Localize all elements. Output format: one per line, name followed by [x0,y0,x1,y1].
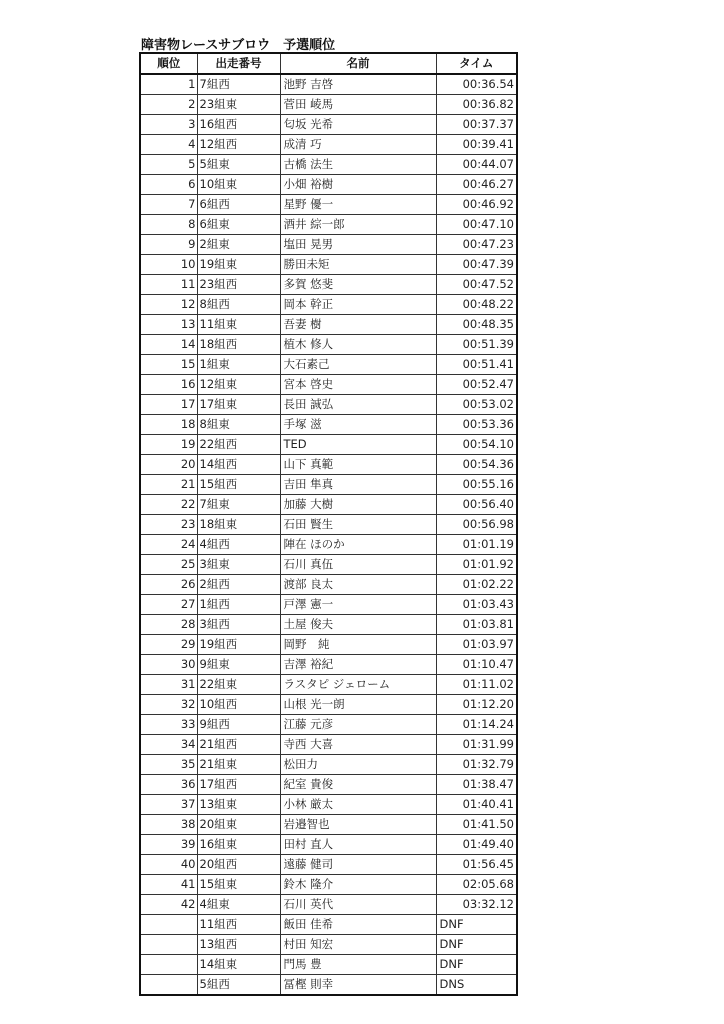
time-cell: 01:31.99 [436,735,517,755]
name-cell: 植木 修人 [280,335,436,355]
name-cell: 匂坂 光希 [280,115,436,135]
table-row [140,975,517,996]
number-cell: 3組東 [197,555,280,575]
rank-cell: 26 [140,575,197,595]
number-cell: 2組東 [197,235,280,255]
header-row [140,53,517,74]
number-cell: 9組東 [197,655,280,675]
table-row [140,115,517,135]
rank-cell: 12 [140,295,197,315]
time-cell: 01:56.45 [436,855,517,875]
table-row [140,175,517,195]
name-cell: 勝田未矩 [280,255,436,275]
table-row [140,235,517,255]
name-cell: 土屋 俊夫 [280,615,436,635]
table-row [140,415,517,435]
rank-cell: 15 [140,355,197,375]
time-cell: 00:37.37 [436,115,517,135]
time-cell: 01:14.24 [436,715,517,735]
number-cell: 22組東 [197,675,280,695]
time-cell: DNS [436,975,517,996]
time-cell: 00:51.39 [436,335,517,355]
table-row [140,495,517,515]
table-row [140,855,517,875]
time-cell: 01:10.47 [436,655,517,675]
time-cell: 01:01.92 [436,555,517,575]
name-cell: 戸澤 憲一 [280,595,436,615]
header-name: 名前 [280,53,436,74]
rank-cell: 27 [140,595,197,615]
name-cell: 手塚 滋 [280,415,436,435]
name-cell: 石川 英代 [280,895,436,915]
rank-cell: 39 [140,835,197,855]
name-cell: 飯田 佳希 [280,915,436,935]
time-cell: 00:44.07 [436,155,517,175]
rank-cell [140,955,197,975]
time-cell: 02:05.68 [436,875,517,895]
name-cell: 大石素己 [280,355,436,375]
rank-cell: 25 [140,555,197,575]
name-cell: 山下 真範 [280,455,436,475]
table-row [140,595,517,615]
table-row [140,615,517,635]
table-row [140,475,517,495]
number-cell: 20組東 [197,815,280,835]
rank-cell: 36 [140,775,197,795]
table-row [140,755,517,775]
name-cell: 村田 知宏 [280,935,436,955]
number-cell: 6組西 [197,195,280,215]
number-cell: 8組東 [197,415,280,435]
table-row [140,735,517,755]
name-cell: 紀室 貴俊 [280,775,436,795]
number-cell: 1組東 [197,355,280,375]
time-cell: 00:39.41 [436,135,517,155]
name-cell: TED [280,435,436,455]
number-cell: 12組西 [197,135,280,155]
page-title: 障害物レースサブロウ 予選順位 [141,38,336,53]
number-cell: 20組西 [197,855,280,875]
table-row [140,95,517,115]
number-cell: 13組西 [197,935,280,955]
header-number: 出走番号 [197,53,280,74]
number-cell: 21組東 [197,755,280,775]
table-row [140,915,517,935]
rank-cell: 28 [140,615,197,635]
time-cell: 01:41.50 [436,815,517,835]
name-cell: 岩邉智也 [280,815,436,835]
time-cell: 01:03.97 [436,635,517,655]
name-cell: 田村 直人 [280,835,436,855]
rank-cell: 8 [140,215,197,235]
table-row [140,515,517,535]
table-row [140,555,517,575]
table-row [140,135,517,155]
time-cell: DNF [436,955,517,975]
number-cell: 7組西 [197,74,280,95]
name-cell: 小林 厳太 [280,795,436,815]
rank-cell: 16 [140,375,197,395]
rank-cell: 24 [140,535,197,555]
name-cell: 加藤 大樹 [280,495,436,515]
rank-cell: 32 [140,695,197,715]
number-cell: 21組西 [197,735,280,755]
rank-cell: 23 [140,515,197,535]
rank-cell: 6 [140,175,197,195]
table-row [140,155,517,175]
table-row [140,255,517,275]
table-row [140,815,517,835]
time-cell: 00:55.16 [436,475,517,495]
rank-cell [140,915,197,935]
number-cell: 17組西 [197,775,280,795]
results-table [139,52,518,996]
table-row [140,775,517,795]
time-cell: 01:01.19 [436,535,517,555]
number-cell: 23組東 [197,95,280,115]
number-cell: 19組東 [197,255,280,275]
number-cell: 5組西 [197,975,280,996]
rank-cell: 29 [140,635,197,655]
name-cell: 多賀 悠斐 [280,275,436,295]
table-row [140,655,517,675]
table-row [140,295,517,315]
rank-cell: 9 [140,235,197,255]
number-cell: 6組東 [197,215,280,235]
rank-cell [140,935,197,955]
time-cell: 00:47.52 [436,275,517,295]
time-cell: 00:46.27 [436,175,517,195]
number-cell: 7組東 [197,495,280,515]
number-cell: 14組西 [197,455,280,475]
rank-cell: 13 [140,315,197,335]
time-cell: 01:12.20 [436,695,517,715]
name-cell: 松田力 [280,755,436,775]
number-cell: 11組東 [197,315,280,335]
header-rank: 順位 [140,53,197,74]
rank-cell: 33 [140,715,197,735]
table-row [140,355,517,375]
table-row [140,275,517,295]
table-row [140,935,517,955]
table-row [140,435,517,455]
name-cell: 寺西 大喜 [280,735,436,755]
name-cell: 岡野 純 [280,635,436,655]
number-cell: 4組東 [197,895,280,915]
name-cell: 遠藤 健司 [280,855,436,875]
table-row [140,395,517,415]
number-cell: 2組西 [197,575,280,595]
name-cell: 吉澤 裕紀 [280,655,436,675]
table-row [140,335,517,355]
number-cell: 16組西 [197,115,280,135]
table-row [140,635,517,655]
number-cell: 9組西 [197,715,280,735]
name-cell: 石田 賢生 [280,515,436,535]
number-cell: 18組東 [197,515,280,535]
time-cell: 00:47.23 [436,235,517,255]
number-cell: 15組西 [197,475,280,495]
name-cell: 星野 優一 [280,195,436,215]
rank-cell: 34 [140,735,197,755]
name-cell: 江藤 元彦 [280,715,436,735]
rank-cell: 41 [140,875,197,895]
rank-cell: 30 [140,655,197,675]
time-cell: 03:32.12 [436,895,517,915]
time-cell: 00:56.40 [436,495,517,515]
table-row [140,575,517,595]
name-cell: 小畑 裕樹 [280,175,436,195]
name-cell: 古橋 法生 [280,155,436,175]
rank-cell: 35 [140,755,197,775]
rank-cell: 14 [140,335,197,355]
rank-cell: 38 [140,815,197,835]
rank-cell [140,975,197,996]
time-cell: 00:36.82 [436,95,517,115]
table-row [140,875,517,895]
number-cell: 10組西 [197,695,280,715]
time-cell: 00:51.41 [436,355,517,375]
rank-cell: 21 [140,475,197,495]
name-cell: 陣在 ほのか [280,535,436,555]
time-cell: 00:48.35 [436,315,517,335]
rank-cell: 18 [140,415,197,435]
number-cell: 13組東 [197,795,280,815]
name-cell: 酒井 綜一郎 [280,215,436,235]
time-cell: 00:47.39 [436,255,517,275]
number-cell: 5組東 [197,155,280,175]
number-cell: 22組西 [197,435,280,455]
rank-cell: 17 [140,395,197,415]
name-cell: 塩田 晃男 [280,235,436,255]
rank-cell: 19 [140,435,197,455]
time-cell: 00:47.10 [436,215,517,235]
number-cell: 15組東 [197,875,280,895]
table-row [140,955,517,975]
table-row [140,74,517,95]
time-cell: DNF [436,935,517,955]
name-cell: 池野 吉啓 [280,74,436,95]
number-cell: 4組西 [197,535,280,555]
name-cell: ラスタピ ジェローム [280,675,436,695]
time-cell: 00:53.36 [436,415,517,435]
number-cell: 16組東 [197,835,280,855]
header-time: タイム [436,53,517,74]
name-cell: 渡部 良太 [280,575,436,595]
time-cell: 01:32.79 [436,755,517,775]
name-cell: 冨樫 則幸 [280,975,436,996]
number-cell: 14組東 [197,955,280,975]
time-cell: 00:56.98 [436,515,517,535]
time-cell: 01:49.40 [436,835,517,855]
number-cell: 12組東 [197,375,280,395]
rank-cell: 4 [140,135,197,155]
table-row [140,675,517,695]
time-cell: 01:03.81 [436,615,517,635]
rank-cell: 2 [140,95,197,115]
rank-cell: 3 [140,115,197,135]
table-row [140,455,517,475]
rank-cell: 31 [140,675,197,695]
number-cell: 17組東 [197,395,280,415]
name-cell: 成清 巧 [280,135,436,155]
name-cell: 門馬 豊 [280,955,436,975]
name-cell: 吾妻 樹 [280,315,436,335]
time-cell: 00:46.92 [436,195,517,215]
name-cell: 石川 真伍 [280,555,436,575]
table-row [140,695,517,715]
number-cell: 18組西 [197,335,280,355]
rank-cell: 20 [140,455,197,475]
time-cell: DNF [436,915,517,935]
table-row [140,795,517,815]
time-cell: 01:03.43 [436,595,517,615]
table-row [140,535,517,555]
table-row [140,315,517,335]
time-cell: 00:48.22 [436,295,517,315]
name-cell: 鈴木 隆介 [280,875,436,895]
number-cell: 23組西 [197,275,280,295]
table-row [140,375,517,395]
name-cell: 長田 誠弘 [280,395,436,415]
time-cell: 00:52.47 [436,375,517,395]
name-cell: 菅田 崚馬 [280,95,436,115]
rank-cell: 22 [140,495,197,515]
table-row [140,715,517,735]
time-cell: 00:36.54 [436,74,517,95]
name-cell: 岡本 幹正 [280,295,436,315]
table-row [140,195,517,215]
time-cell: 01:02.22 [436,575,517,595]
number-cell: 11組西 [197,915,280,935]
rank-cell: 42 [140,895,197,915]
number-cell: 8組西 [197,295,280,315]
time-cell: 01:40.41 [436,795,517,815]
number-cell: 19組西 [197,635,280,655]
time-cell: 00:53.02 [436,395,517,415]
time-cell: 00:54.36 [436,455,517,475]
time-cell: 01:38.47 [436,775,517,795]
time-cell: 00:54.10 [436,435,517,455]
rank-cell: 40 [140,855,197,875]
table-row [140,895,517,915]
number-cell: 1組西 [197,595,280,615]
name-cell: 山根 光一朗 [280,695,436,715]
name-cell: 宮本 啓史 [280,375,436,395]
rank-cell: 11 [140,275,197,295]
time-cell: 01:11.02 [436,675,517,695]
rank-cell: 1 [140,74,197,95]
rank-cell: 37 [140,795,197,815]
rank-cell: 7 [140,195,197,215]
number-cell: 3組西 [197,615,280,635]
number-cell: 10組東 [197,175,280,195]
name-cell: 吉田 隼真 [280,475,436,495]
rank-cell: 10 [140,255,197,275]
table-row [140,215,517,235]
rank-cell: 5 [140,155,197,175]
table-row [140,835,517,855]
